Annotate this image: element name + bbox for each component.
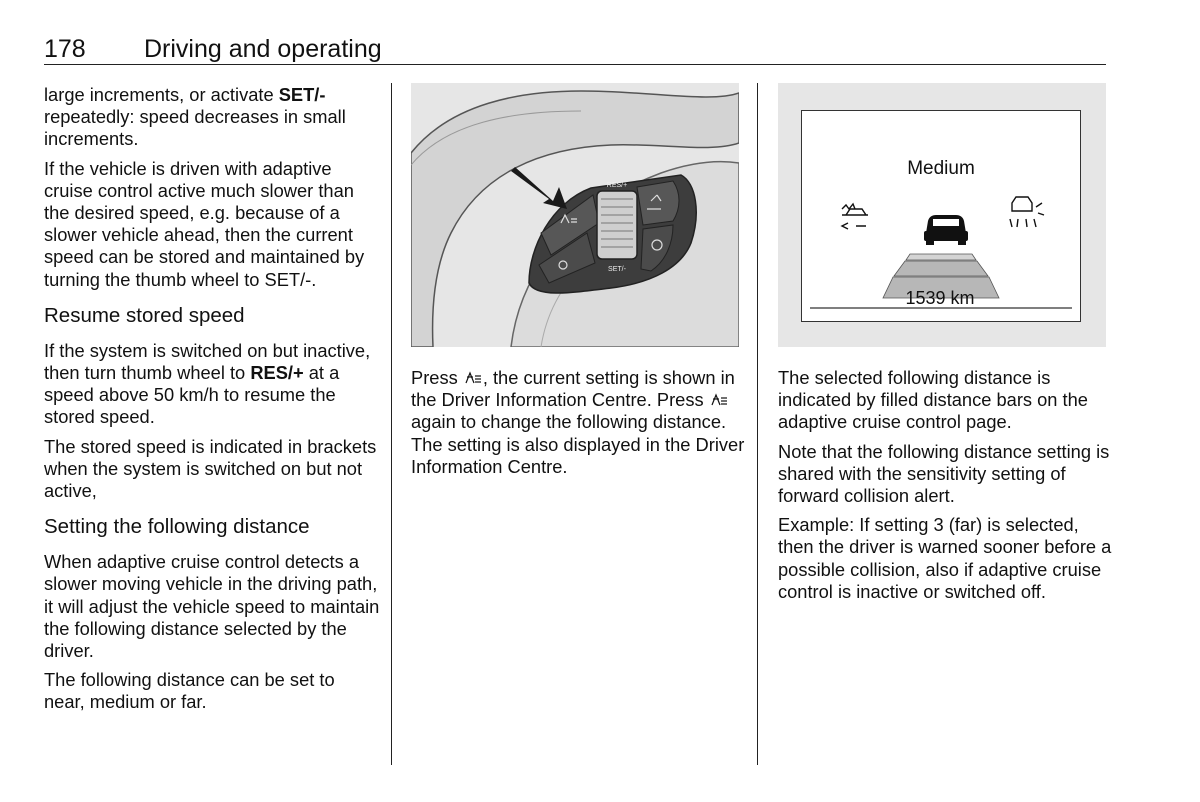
- page-header: [44, 34, 1106, 65]
- steering-wheel-figure: [411, 83, 739, 347]
- vehicle-ahead-icon: [924, 215, 968, 245]
- set-minus-label: SET/-: [608, 266, 626, 273]
- column-divider-right: [757, 83, 758, 765]
- paragraph: The selected following distance is indicated by filled distance bars on the adaptive cruise control page.: [778, 367, 1088, 433]
- paragraph: large increments, or activate SET/- repeatedly: speed decreases in small increments.: [44, 84, 346, 150]
- paragraph: If the system is switched on but inactive, then turn thumb wheel to RES/+ at a speed above 50 km/h to resume the stored speed.: [44, 339, 371, 428]
- heading-resume-stored-speed: Resume stored speed: [44, 303, 245, 327]
- collision-alert-icon: [842, 204, 868, 229]
- distance-bar: [906, 254, 976, 260]
- paragraph: Example: If setting 3 (far) is selected, then the driver is warned sooner before a possible collision, also if adaptive cruise control is inactive or switched off.: [778, 514, 1112, 602]
- column-divider-left: [391, 83, 392, 765]
- paragraph: When adaptive cruise control detects a slower moving vehicle in the driving path, it will adjust the vehicle speed to maintain the following distance selected by the driver.: [44, 551, 380, 662]
- section-title: Driving and operating: [144, 35, 382, 63]
- page-number: 178: [44, 35, 86, 63]
- paragraph: The following distance can be set to near, medium or far.: [44, 669, 335, 713]
- middle-column: [411, 367, 747, 485]
- following-distance-icon: [709, 393, 729, 407]
- paragraph: If the vehicle is driven with adaptive cruise control active much slower than the desired speed, e.g. because of a slower vehicle ahead, then the current speed can be stored and maintained by turning the thumb wheel to SET/-.: [44, 157, 365, 290]
- paragraph: Press , the current setting is shown in the Driver Information Centre. Press again to change the following distance. The setting is also displayed in the Driver Information Centre.: [411, 367, 745, 477]
- heading-setting-following-distance: Setting the following distance: [44, 515, 310, 539]
- following-distance-icon: [463, 371, 483, 385]
- res-plus-label: RES/+: [606, 182, 628, 189]
- vehicle-assist-icon: [1010, 197, 1044, 227]
- driver-information-centre-figure: [778, 83, 1106, 347]
- paragraph: Note that the following distance setting is shared with the sensitivity setting of forward collision alert.: [778, 440, 1110, 507]
- dic-setting-label: Medium: [907, 158, 975, 179]
- left-column: [44, 84, 380, 721]
- distance-bar: [894, 261, 988, 276]
- dic-odometer: 1539 km: [905, 288, 975, 308]
- right-column: [778, 367, 1114, 610]
- paragraph: The stored speed is indicated in brackets when the system is switched on but not active,: [44, 435, 377, 502]
